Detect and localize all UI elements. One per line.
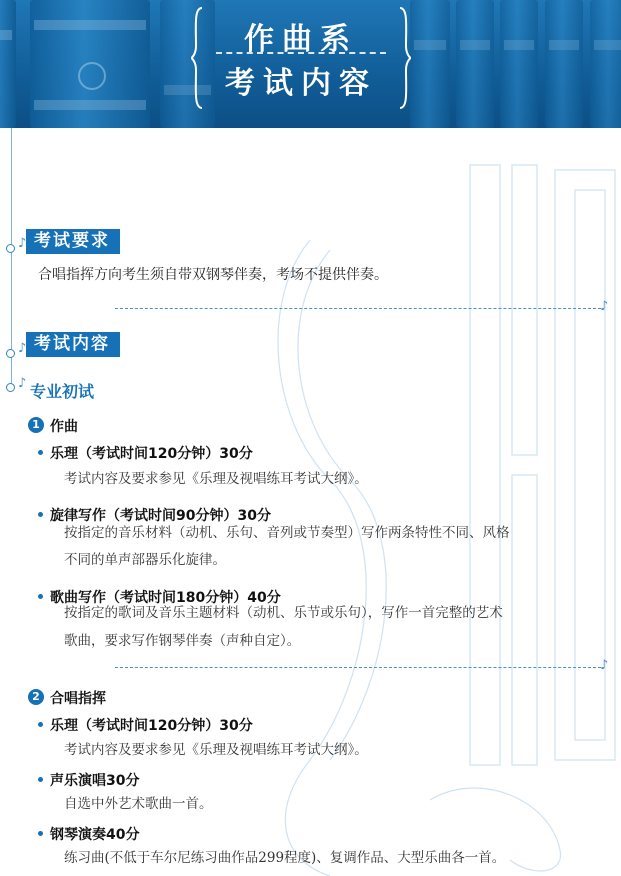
- exam-item-desc: 自选中外艺术歌曲一首。: [64, 796, 213, 812]
- title-divider: [216, 52, 386, 54]
- category-title: 合唱指挥: [50, 691, 106, 707]
- exam-item-desc: 按指定的歌词及音乐主题材料（动机、乐节或乐句），写作一首完整的艺术: [64, 605, 503, 621]
- subsection-title: 专业初试: [30, 382, 95, 401]
- exam-item-desc: 考试内容及要求参见《乐理及视唱练耳考试大纲》。: [64, 471, 368, 487]
- exam-item-desc: 不同的单声部器乐化旋律。: [64, 552, 226, 568]
- timeline-node: [6, 349, 15, 358]
- exam-item-title: 乐理（考试时间120分钟）30分: [50, 718, 253, 734]
- exam-item-desc: 按指定的音乐材料（动机、乐句、音列或节奏型）写作两条特性不同、风格: [64, 525, 510, 541]
- header-banner: [0, 0, 621, 128]
- bullet-icon: [38, 722, 43, 727]
- bullet-icon: [38, 831, 43, 836]
- bullet-icon: [38, 450, 43, 455]
- timeline-node: [6, 244, 15, 253]
- music-note-icon: ♪: [18, 341, 27, 356]
- exam-item-title: 歌曲写作（考试时间180分钟）40分: [50, 590, 281, 606]
- requirements-text: 合唱指挥方向考生须自带双钢琴伴奏，考场不提供伴奏。: [38, 267, 388, 283]
- exam-item-title: 声乐演唱30分: [50, 773, 140, 789]
- bullet-icon: [38, 777, 43, 782]
- bullet-icon: [38, 594, 43, 599]
- page-title-line1: 作曲系: [244, 22, 358, 57]
- music-note-icon: ♪: [600, 299, 609, 314]
- music-note-icon: ♪: [18, 236, 27, 251]
- timeline-node: [6, 383, 15, 392]
- category-number-badge: 1: [28, 417, 44, 433]
- bullet-icon: [38, 512, 43, 517]
- exam-item-title: 旋律写作（考试时间90分钟）30分: [50, 508, 271, 524]
- section-heading-requirements: 考试要求: [26, 229, 120, 254]
- dashed-divider: [115, 308, 601, 309]
- music-note-icon: ♪: [18, 376, 27, 391]
- exam-item-title: 钢琴演奏40分: [50, 827, 140, 843]
- category-number-badge: 2: [28, 689, 44, 705]
- book-spine-image: [590, 0, 621, 128]
- music-note-icon: ♪: [600, 658, 609, 673]
- page-title-line2: 考试内容: [225, 66, 377, 101]
- exam-item-desc: 歌曲，要求写作钢琴伴奏（声种自定）。: [64, 633, 301, 649]
- book-spine-image: [545, 0, 583, 128]
- exam-item-desc: 练习曲(不低于车尔尼练习曲作品299程度)、复调作品、大型乐曲各一首。: [64, 850, 506, 866]
- book-spine-image: [410, 0, 450, 128]
- dashed-divider: [115, 667, 601, 668]
- exam-item-title: 乐理（考试时间120分钟）30分: [50, 446, 253, 462]
- book-spine-image: [456, 0, 494, 128]
- book-spine-image: [0, 0, 16, 128]
- title-card: [190, 2, 412, 112]
- book-spine-image: [30, 0, 150, 128]
- book-spine-image: [500, 0, 538, 128]
- section-heading-content: 考试内容: [26, 332, 120, 357]
- exam-item-desc: 考试内容及要求参见《乐理及视唱练耳考试大纲》。: [64, 742, 368, 758]
- category-title: 作曲: [50, 419, 78, 435]
